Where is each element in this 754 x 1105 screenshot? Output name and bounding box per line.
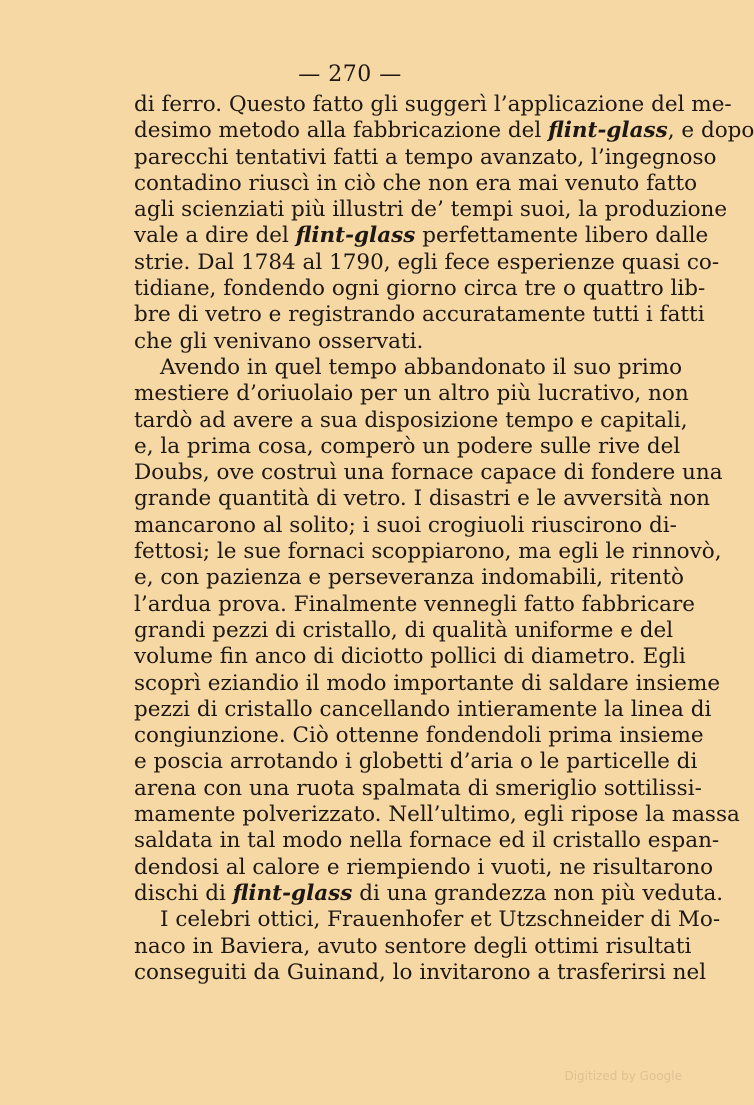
text-segment: parecchi tentativi fatti a tempo avanzato, l’ingegnoso (134, 144, 717, 170)
text-segment: perfettamente libero dalle (415, 223, 709, 249)
text-segment: e poscia arrotando i globetti d’aria o le particelle di (134, 749, 698, 775)
text-line (134, 118, 754, 144)
text-segment: Avendo in quel tempo abbandonato il suo primo (160, 354, 683, 380)
text-line (134, 565, 684, 591)
text-segment: contadino riuscì in ciò che non era mai venuto fatto (134, 170, 698, 196)
text-segment: e, con pazienza e perseveranza indomabili, ritentò (134, 565, 684, 591)
text-segment: naco in Baviera, avuto sentore degli ottimi risultati (134, 933, 692, 959)
text-segment: pezzi di cristallo cancellando intieramente la linea di (134, 696, 712, 722)
text-segment: di una grandezza non più veduta. (352, 880, 724, 906)
text-segment: grandi pezzi di cristallo, di qualità uniforme e del (134, 617, 674, 643)
text-line (134, 749, 698, 775)
page-number: — 270 — (298, 62, 402, 87)
text-line (134, 617, 674, 644)
text-line (134, 197, 728, 223)
text-segment: mestiere d’oriuolaio per un altro più lucrativo, non (134, 381, 689, 407)
text-segment: strie. Dal 1784 al 1790, egli fece esperienze quasi co- (134, 249, 720, 275)
text-segment: desimo metodo alla fabbricazione del (134, 118, 549, 144)
text-line (134, 696, 712, 723)
text-segment: vale a dire del (134, 223, 296, 249)
body-text (134, 92, 754, 986)
text-line (134, 223, 709, 249)
text-line (134, 670, 721, 697)
text-line (134, 644, 686, 670)
text-line (134, 775, 702, 802)
italic-term: flint-glass (548, 118, 668, 144)
text-line (134, 329, 642, 355)
text-segment: , e dopo (667, 118, 754, 144)
text-line (134, 802, 740, 828)
italic-term: flint-glass (295, 223, 416, 249)
text-segment: che gli venivano osservati. (134, 328, 424, 354)
text-segment: mamente polverizzato. Nell’ultimo, egli ripose la massa (134, 802, 740, 828)
text-line (134, 512, 677, 539)
text-segment: tardò ad avere a sua disposizione tempo e capitali, (134, 407, 688, 433)
text-line (134, 170, 698, 197)
italic-term: flint-glass (232, 880, 353, 906)
text-line (134, 407, 688, 434)
text-segment: fettosi; le sue fornaci scoppiarono, ma egli le rinnovò, (134, 539, 722, 565)
text-line (134, 880, 724, 907)
text-segment: conseguiti da Guinand, lo invitarono a trasferirsi nel (134, 959, 707, 985)
text-segment: dischi di (134, 880, 233, 906)
text-segment: arena con una ruota spalmata di smeriglio sottilissi- (134, 775, 702, 801)
text-line (134, 302, 705, 328)
text-line (134, 828, 720, 854)
text-line (134, 460, 723, 486)
text-line (134, 144, 717, 171)
text-line (134, 381, 689, 407)
text-segment: saldata in tal modo nella fornace ed il cristallo espan- (134, 828, 720, 854)
text-segment: dendosi al calore e riempiendo i vuoti, ne risultarono (134, 854, 714, 880)
text-line (134, 539, 722, 565)
text-line (134, 354, 683, 381)
text-segment: grande quantità di vetro. I disastri e le avversità non (134, 486, 711, 512)
text-segment: I celebri ottici, Frauenhofer et Utzschneider di Mo- (160, 907, 721, 933)
text-segment: volume fin anco di diciotto pollici di diametro. Egli (134, 644, 686, 670)
text-segment: agli scienziati più illustri de’ tempi suoi, la produzione (134, 197, 728, 223)
text-line (134, 723, 704, 749)
text-line (134, 92, 732, 118)
text-segment: mancarono al solito; i suoi crogiuoli riuscirono di- (134, 512, 677, 538)
text-line (134, 907, 721, 933)
text-line (134, 276, 706, 302)
text-line (134, 854, 714, 881)
text-line (134, 933, 692, 960)
text-segment: bre di vetro e registrando accuratamente tutti i fatti (134, 302, 705, 328)
text-line (134, 959, 707, 986)
text-segment: l’ardua prova. Finalmente vennegli fatto fabbricare (134, 591, 695, 617)
text-segment: congiunzione. Ciò ottenne fondendoli prima insieme (134, 723, 704, 749)
watermark: Digitized by Google (564, 1069, 682, 1083)
text-segment: tidiane, fondendo ogni giorno circa tre o quattro lib- (134, 276, 706, 302)
text-segment: Doubs, ove costruì una fornace capace di fondere una (134, 460, 723, 486)
text-line (134, 249, 720, 276)
text-segment: di ferro. Questo fatto gli suggerì l’applicazione del me- (134, 92, 732, 117)
text-segment: scoprì eziandio il modo importante di saldare insieme (134, 670, 721, 696)
text-line (134, 433, 681, 460)
text-line (134, 591, 695, 618)
text-segment: e, la prima cosa, comperò un podere sulle rive del (134, 433, 681, 459)
text-line (134, 486, 711, 512)
